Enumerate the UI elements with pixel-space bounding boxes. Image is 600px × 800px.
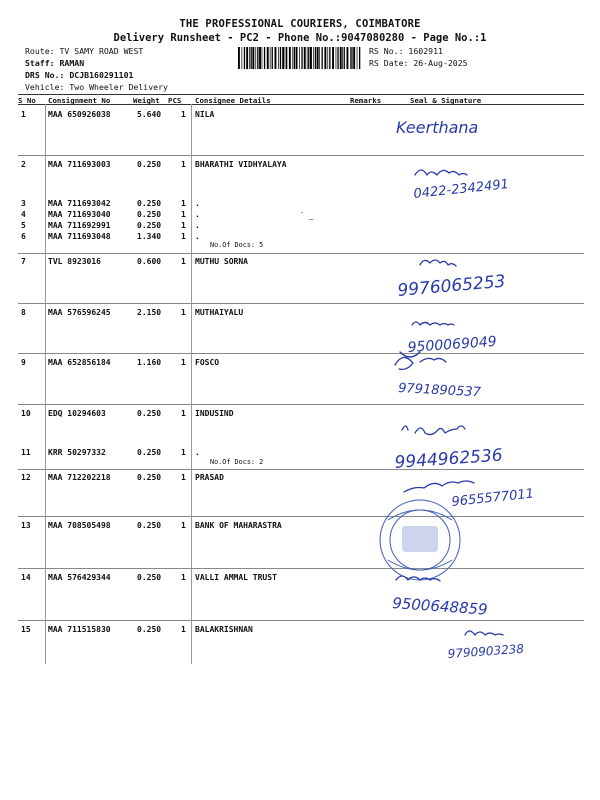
row-cons: MAA 711515830 — [48, 625, 111, 634]
phone-row-9: 9791890537 — [397, 381, 482, 401]
barcode-bar — [292, 47, 293, 69]
col-divider — [45, 104, 46, 664]
row-weight: 0.600 — [137, 257, 162, 266]
barcode-bar — [353, 47, 355, 69]
row-consignee: . — [195, 221, 200, 230]
row-consignee: MUTHU SORNA — [195, 257, 248, 266]
row-separator — [18, 620, 584, 621]
barcode-bar — [264, 47, 265, 69]
barcode-bar — [324, 47, 326, 69]
col-remarks: Remarks — [350, 96, 382, 105]
row-pcs: 1 — [181, 308, 186, 317]
row-pcs: 1 — [181, 573, 186, 582]
barcode-bar — [351, 47, 352, 69]
phone-row-15: 9790903238 — [447, 641, 525, 661]
phone-row-7: 9976065253 — [396, 271, 507, 301]
row-separator — [18, 155, 584, 156]
row-separator — [18, 404, 584, 405]
row-pcs: 1 — [181, 409, 186, 418]
row-pcs: 1 — [181, 358, 186, 367]
row-sno: 13 — [21, 521, 31, 530]
barcode-bar — [280, 47, 281, 69]
barcode-bar — [257, 47, 258, 69]
barcode-bar — [255, 47, 256, 69]
barcode-bar — [259, 47, 261, 69]
signature-row-8 — [412, 322, 454, 325]
row-pcs: 1 — [181, 110, 186, 119]
row-cons: MAA 708505498 — [48, 521, 111, 530]
phone-row-14: 9500648859 — [391, 594, 489, 619]
row-sno: 5 — [21, 221, 26, 230]
barcode-bar — [336, 47, 337, 69]
phone-row-8: 9500069049 — [407, 333, 498, 356]
row-sno: 1 — [21, 110, 26, 119]
barcode-bar — [282, 47, 284, 69]
barcode-bar — [317, 47, 319, 69]
row-sno: 3 — [21, 199, 26, 208]
barcode-bar — [329, 47, 330, 69]
row-cons: KRR 50297332 — [48, 448, 106, 457]
row-separator — [18, 353, 584, 354]
col-consignment: Consignment No — [48, 96, 111, 105]
barcode-bar — [307, 47, 308, 69]
barcode-bar — [313, 47, 314, 69]
barcode-bar — [357, 47, 358, 69]
row-pcs: 1 — [181, 199, 186, 208]
docs-count-note: No.Of Docs: 2 — [210, 458, 264, 466]
barcode-image — [238, 47, 363, 69]
barcode-bar — [337, 47, 338, 69]
staff-label: Staff: RAMAN — [25, 58, 85, 68]
barcode-bar — [278, 47, 279, 69]
row-weight: 5.640 — [137, 110, 162, 119]
barcode-bar — [359, 47, 360, 69]
phone-row-12: 9655577011 — [450, 486, 535, 510]
barcode-bar — [350, 47, 351, 69]
barcode-bar — [270, 47, 271, 69]
barcode-bar — [342, 47, 343, 69]
barcode-bar — [242, 47, 243, 69]
barcode-bar — [340, 47, 342, 69]
rs-number: RS No.: 1602911 — [369, 46, 443, 56]
row-weight: 0.250 — [137, 409, 162, 418]
barcode-bar — [315, 47, 316, 69]
row-cons: MAA 711693042 — [48, 199, 111, 208]
row-separator — [18, 516, 584, 517]
row-cons: MAA 712202218 — [48, 473, 111, 482]
phone-row-2: 0422-2342491 — [412, 177, 510, 202]
row-weight: 1.160 — [137, 358, 162, 367]
barcode-bar — [246, 47, 248, 69]
signature-row-12 — [404, 481, 474, 492]
row-weight: 0.250 — [137, 573, 162, 582]
barcode-bar — [285, 47, 286, 69]
row-sno: 7 — [21, 257, 26, 266]
barcode-bar — [299, 47, 300, 69]
barcode-bar — [344, 47, 345, 69]
col-weight: Weight — [133, 96, 160, 105]
row-pcs: 1 — [181, 257, 186, 266]
row-weight: 0.250 — [137, 199, 162, 208]
row-consignee: . — [195, 210, 200, 219]
signature-row-14 — [396, 576, 440, 581]
row-separator — [18, 469, 584, 470]
row-sno: 11 — [21, 448, 31, 457]
row-pcs: 1 — [181, 210, 186, 219]
barcode-bar — [286, 47, 287, 69]
dash-mark: — — [309, 215, 314, 223]
barcode-bar — [308, 47, 309, 69]
row-pcs: 1 — [181, 521, 186, 530]
row-pcs: 1 — [181, 625, 186, 634]
barcode-bar — [332, 47, 334, 69]
barcode-bar — [252, 47, 254, 69]
barcode-bar — [304, 47, 306, 69]
row-sno: 10 — [21, 409, 31, 418]
rs-date: RS Date: 26-Aug-2025 — [369, 58, 468, 68]
row-weight: 0.250 — [137, 521, 162, 530]
signature-row-7 — [420, 260, 456, 266]
barcode-bar — [322, 47, 323, 69]
row-consignee: PRASAD — [195, 473, 224, 482]
row-pcs: 1 — [181, 221, 186, 230]
row-consignee: INDUSIND — [195, 409, 234, 418]
signature-row-1: Keerthana — [396, 118, 479, 137]
row-cons: MAA 711693040 — [48, 210, 111, 219]
row-consignee: . — [195, 232, 200, 241]
col-divider — [191, 104, 192, 664]
row-sno: 15 — [21, 625, 31, 634]
barcode-bar — [272, 47, 273, 69]
barcode-bar — [301, 47, 302, 69]
row-cons: MAA 711693003 — [48, 160, 111, 169]
row-cons: MAA 650926038 — [48, 110, 111, 119]
row-separator — [18, 303, 584, 304]
barcode-bar — [310, 47, 312, 69]
row-sno: 6 — [21, 232, 26, 241]
row-pcs: 1 — [181, 448, 186, 457]
barcode-bar — [251, 47, 252, 69]
col-consignee: Consignee Details — [195, 96, 271, 105]
row-cons: MAA 652856184 — [48, 358, 111, 367]
row-separator — [18, 568, 584, 569]
signature-row-9 — [395, 352, 446, 369]
barcode-bar — [347, 47, 349, 69]
row-consignee: VALLI AMMAL TRUST — [195, 573, 277, 582]
drs-number: DRS No.: DCJB160291101 — [25, 70, 134, 80]
barcode-bar — [249, 47, 250, 69]
signature-row-2 — [415, 170, 467, 175]
row-weight: 0.250 — [137, 473, 162, 482]
row-cons: MAA 711692991 — [48, 221, 111, 230]
row-pcs: 1 — [181, 160, 186, 169]
col-seal-signature: Seal & Signature — [410, 96, 482, 105]
company-title: THE PROFESSIONAL COURIERS, COIMBATORE — [179, 18, 421, 30]
row-consignee: BALAKRISHNAN — [195, 625, 253, 634]
row-consignee: MUTHAIYALU — [195, 308, 244, 317]
row-consignee: NILA — [195, 110, 215, 119]
barcode-bar — [327, 47, 328, 69]
row-consignee: BANK OF MAHARASTRA — [195, 521, 282, 530]
dash-mark: - — [300, 209, 305, 217]
row-weight: 2.150 — [137, 308, 162, 317]
col-sno: S No — [18, 96, 36, 105]
row-sno: 12 — [21, 473, 31, 482]
barcode-bar — [294, 47, 295, 69]
signature-row-10 — [402, 426, 465, 435]
barcode-bar — [262, 47, 263, 69]
barcode-bar — [244, 47, 245, 69]
row-consignee: . — [195, 199, 200, 208]
row-weight: 0.250 — [137, 160, 162, 169]
row-sno: 2 — [21, 160, 26, 169]
row-sno: 8 — [21, 308, 26, 317]
barcode-bar — [267, 47, 269, 69]
row-weight: 0.250 — [137, 210, 162, 219]
barcode-bar — [289, 47, 291, 69]
docs-count-note: No.Of Docs: 5 — [210, 241, 264, 249]
runsheet-subtitle: Delivery Runsheet - PC2 - Phone No.:9047080280 - Page No.:1 — [113, 32, 487, 44]
row-weight: 0.250 — [137, 221, 162, 230]
header-bottom-rule — [18, 104, 584, 105]
row-sno: 9 — [21, 358, 26, 367]
barcode-bar — [296, 47, 298, 69]
row-consignee: FOSCO — [195, 358, 220, 367]
barcode-bar — [275, 47, 277, 69]
vehicle-label: Vehicle: Two Wheeler Delivery — [25, 82, 168, 92]
row-cons: MAA 576596245 — [48, 308, 111, 317]
col-pcs: PCS — [168, 96, 182, 105]
row-cons: TVL 8923016 — [48, 257, 101, 266]
row-cons: MAA 576429344 — [48, 573, 111, 582]
barcode-bar — [238, 47, 240, 69]
row-weight: 0.250 — [137, 625, 162, 634]
row-cons: MAA 711693048 — [48, 232, 111, 241]
phone-row-10: 9944962536 — [393, 445, 504, 473]
route-label: Route: TV SAMY ROAD WEST — [25, 46, 144, 56]
row-cons: EDQ 10294603 — [48, 409, 106, 418]
row-separator — [18, 253, 584, 254]
row-sno: 4 — [21, 210, 26, 219]
header-top-rule — [18, 94, 584, 95]
row-weight: 1.340 — [137, 232, 162, 241]
row-pcs: 1 — [181, 473, 186, 482]
row-consignee: BHARATHI VIDHYALAYA — [195, 160, 287, 169]
barcode-bar — [319, 47, 320, 69]
row-pcs: 1 — [181, 232, 186, 241]
row-consignee: . — [195, 448, 200, 457]
row-sno: 14 — [21, 573, 31, 582]
row-weight: 0.250 — [137, 448, 162, 457]
signature-row-15 — [465, 631, 503, 635]
